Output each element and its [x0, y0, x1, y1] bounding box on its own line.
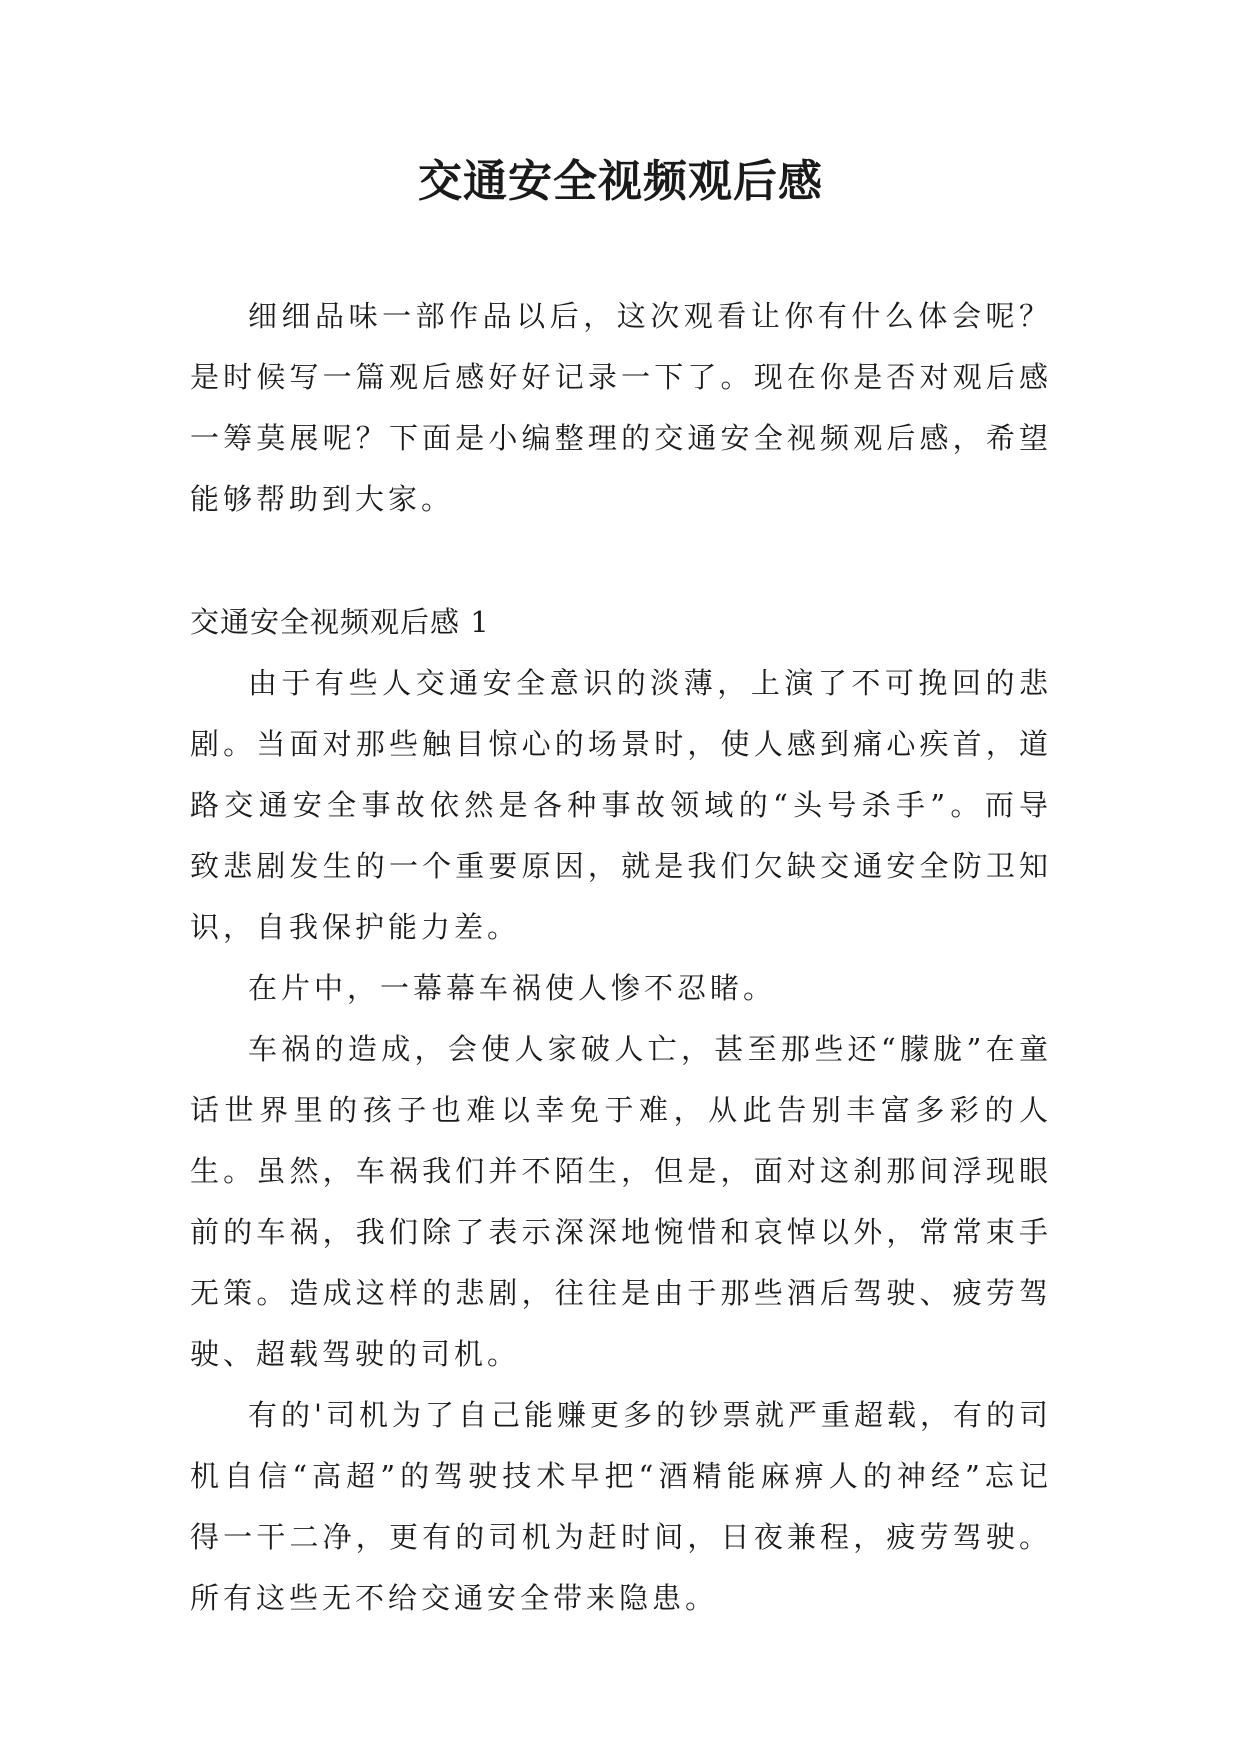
document-title: 交通安全视频观后感 — [418, 156, 823, 207]
intro-paragraph: 细细品味一部作品以后，这次观看让你有什么体会呢？是时候写一篇观后感好好记录一下了。现在你是否对观后感一筹莫展呢？下面是小编整理的交通安全视频观后感，希望能够帮助到大家。 — [190, 299, 1052, 516]
body-paragraph-4: 有的'司机为了自己能赚更多的钞票就严重超载，有的司机自信“高超”的驾驶技术早把“酒精能麻痹人的神经”忘记得一干二净，更有的司机为赶时间，日夜兼程，疲劳驾驶。所有这些无不给交通安全带来隐患。 — [190, 1398, 1052, 1615]
document-body — [190, 286, 1052, 1629]
body-paragraph-3: 车祸的造成，会使人家破人亡，甚至那些还“朦胧”在童话世界里的孩子也难以幸免于难，从此告别丰富多彩的人生。虽然，车祸我们并不陌生，但是，面对这刹那间浮现眼前的车祸，我们除了表示深深地惋惜和哀悼以外，常常束手无策。造成这样的悲剧，往往是由于那些酒后驾驶、疲劳驾驶、超载驾驶的司机。 — [190, 1032, 1052, 1371]
body-paragraph-1: 由于有些人交通安全意识的淡薄，上演了不可挽回的悲剧。当面对那些触目惊心的场景时，使人感到痛心疾首，道路交通安全事故依然是各种事故领域的“头号杀手”。而导致悲剧发生的一个重要原因，就是我们欠缺交通安全防卫知识，自我保护能力差。 — [190, 666, 1052, 944]
section-heading: 交通安全视频观后感 1 — [190, 605, 490, 639]
body-paragraph-2: 在片中，一幕幕车祸使人惨不忍睹。 — [248, 971, 777, 1005]
